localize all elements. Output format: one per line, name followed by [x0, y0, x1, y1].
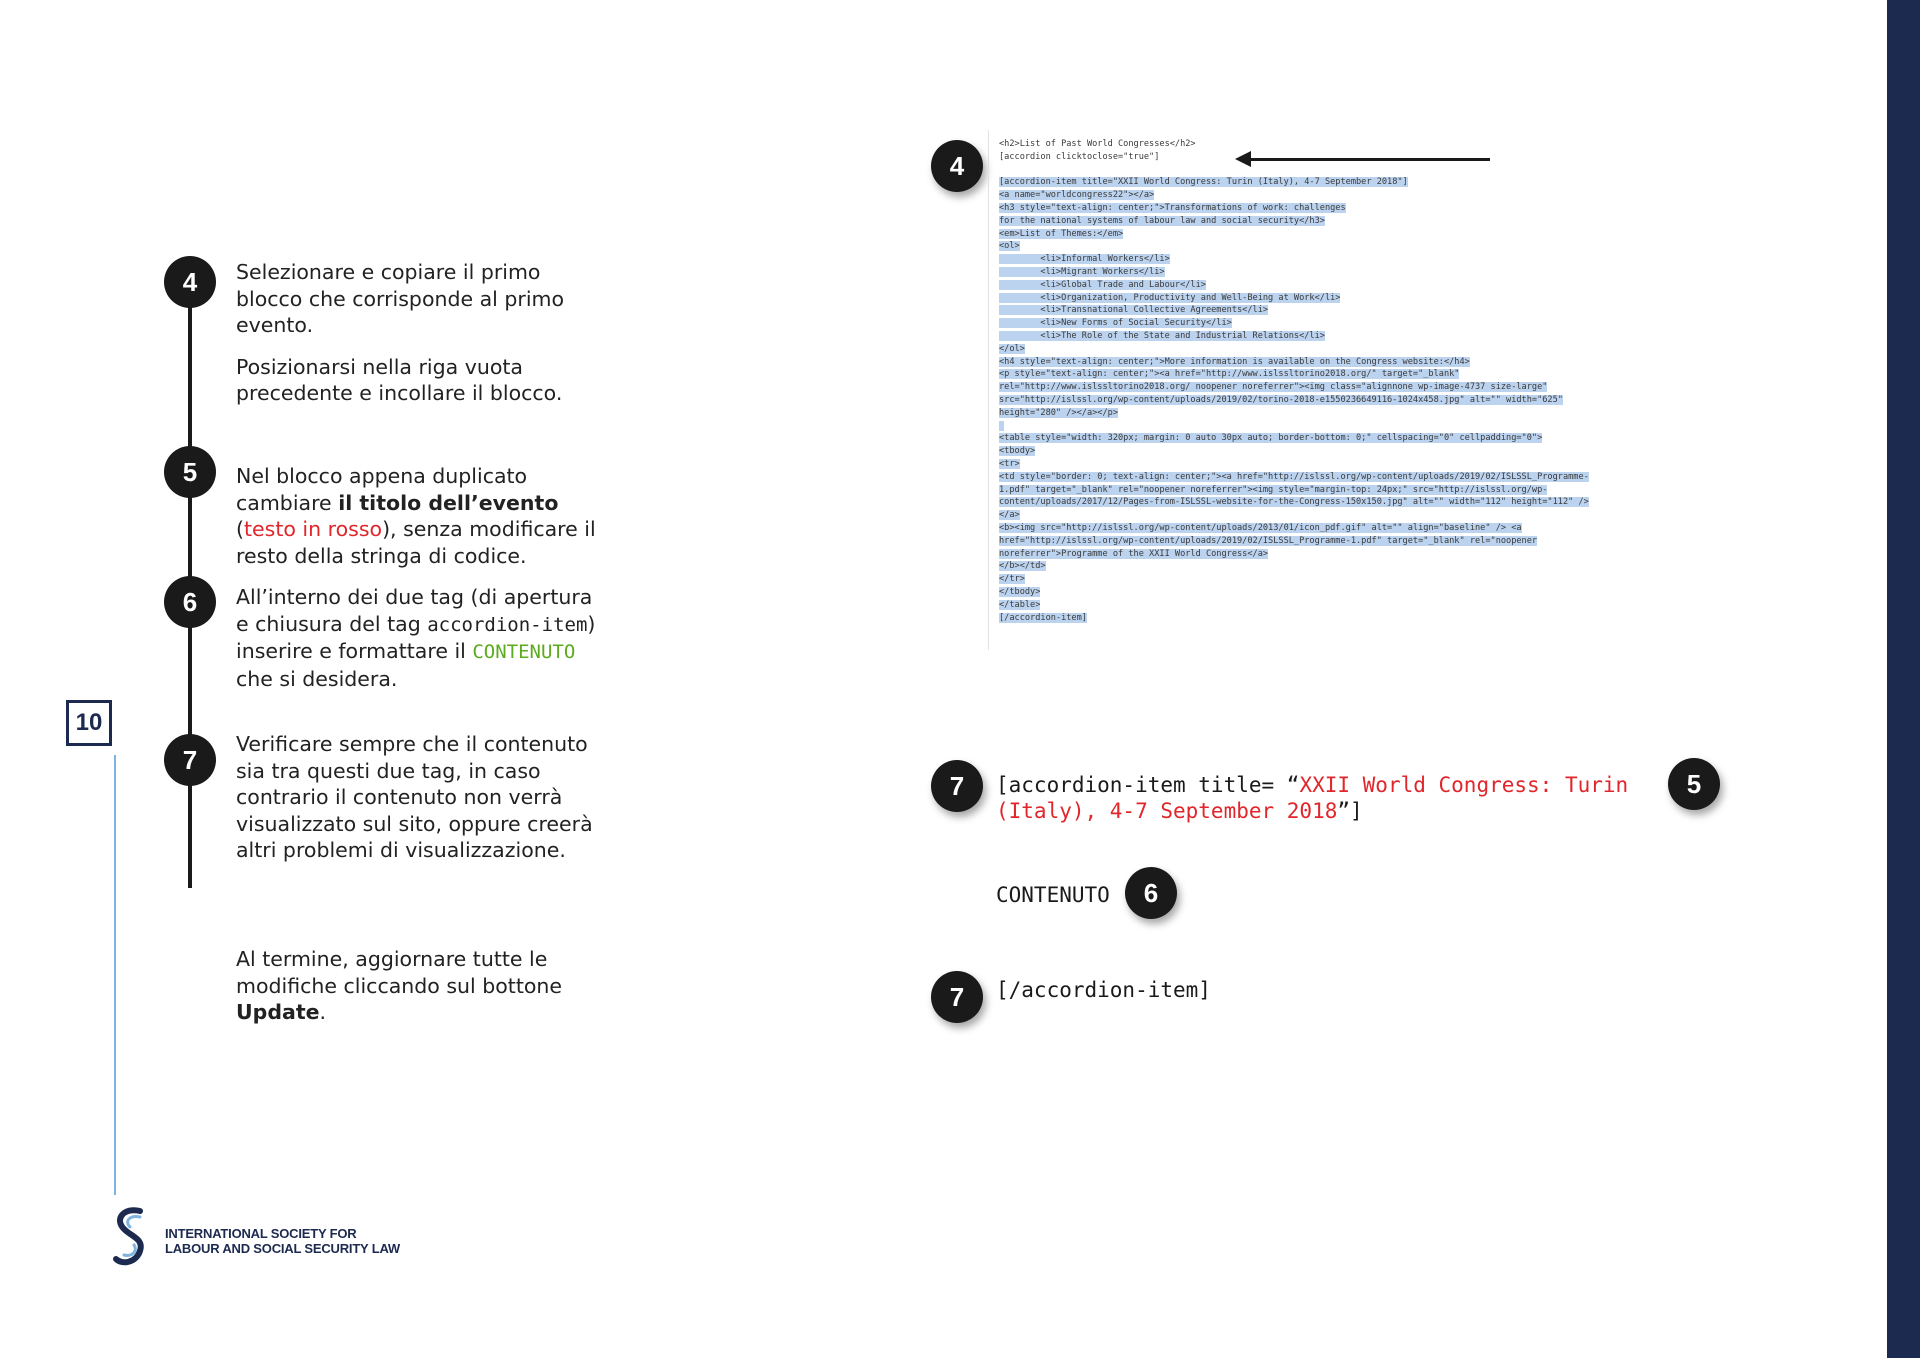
islssl-logo-icon: [110, 1205, 154, 1271]
code-line-text: <tbody>: [999, 446, 1036, 457]
code-line: [999, 176, 1408, 189]
code-line-text: <li>New Forms of Social Security</li>: [999, 318, 1232, 329]
code-line-text: <li>Transnational Collective Agreements</li>: [999, 305, 1269, 316]
code-line: [999, 599, 1040, 612]
code-line-text: rel="http://www.islssltorino2018.org/ noopener noreferrer"><img class="alignnone wp-image-4737 size-large": [999, 382, 1548, 393]
final-note: [236, 946, 606, 1026]
accordion-close-tag: [/accordion-item]: [996, 978, 1211, 1002]
code-line: [999, 343, 1025, 356]
code-line-text: [accordion-item title="XXII World Congress: Turin (Italy), 4-7 September 2018"]: [999, 177, 1408, 188]
arrow-head: [1235, 151, 1251, 167]
code-line-text: <h2>List of Past World Congresses</h2>: [999, 139, 1196, 149]
code-line: [999, 202, 1346, 215]
code-line-text: </ol>: [999, 343, 1025, 354]
step-7-paragraph: Verificare sempre che il contenuto sia tra questi due tag, in caso contrario il contenuto non verrà visualizzato sul sito, oppure creerà altri problemi di visualizzazione.: [236, 732, 593, 862]
code-line-text: <li>Migrant Workers</li>: [999, 267, 1165, 277]
code-screenshot: [988, 130, 1609, 650]
code-line-text: </b></td>: [999, 561, 1046, 572]
step-6-text-c: che si desidera.: [236, 666, 398, 691]
example-badge-7-open: 7: [931, 760, 983, 812]
step-6-green-text: CONTENUTO: [472, 641, 576, 663]
code-line: [999, 445, 1035, 458]
code-line: [999, 368, 1459, 381]
accordion-open-tag: [996, 772, 1628, 824]
code-line-text: [999, 165, 1004, 175]
code-line: [999, 420, 1004, 433]
step-6-text: [236, 584, 606, 692]
code-line: [999, 138, 1196, 151]
code-line: [999, 535, 1537, 548]
code-line-text: </table>: [999, 599, 1041, 610]
accordion-title-line-1: XXII World Congress: Turin: [1299, 773, 1629, 797]
step-4-paragraph-1: Selezionare e copiare il primo blocco che corrisponde al primo evento.: [236, 260, 565, 337]
code-line-text: src="http://islssl.org/wp-content/uploads/2019/02/torino-2018-e1550236649116-1024x458.jpg" alt="" width="625": [999, 395, 1563, 405]
accordion-open-prefix: [accordion-item title= “: [996, 773, 1300, 797]
step-6-text-b: ) inserire e formattare il: [236, 611, 596, 663]
example-badge-5: 5: [1668, 758, 1720, 810]
organization-logo-text: [165, 1227, 400, 1256]
logo-line-1: INTERNATIONAL SOCIETY FOR: [165, 1226, 357, 1241]
code-line: [999, 228, 1123, 241]
step-badge-4: 4: [164, 256, 216, 308]
code-line-text: <td style="border: 0; text-align: center;"><a href="http://islssl.org/wp-content/uploads/2019/02/ISLSSL_Programme-: [999, 471, 1589, 482]
step-5-text-a: Nel blocco appena duplicato cambiare: [236, 464, 528, 515]
code-line-text: <table style="width: 320px; margin: 0 auto 30px auto; border-bottom: 0;" cellspacing="0" cellpadding="0">: [999, 433, 1543, 444]
code-line-text: <em>List of Themes:</em>: [999, 228, 1124, 239]
code-line-text: <tr>: [999, 459, 1020, 469]
code-line: [999, 240, 1020, 253]
code-line: [999, 394, 1563, 407]
code-line-text: [999, 421, 1004, 431]
final-note-bold: Update: [236, 1000, 320, 1024]
code-line: [999, 471, 1589, 484]
content-placeholder: CONTENUTO: [996, 883, 1110, 907]
code-line-text: <h3 style="text-align: center;">Transformations of work: challenges: [999, 203, 1346, 213]
step-5-paren-open: (: [236, 517, 244, 541]
code-line: [999, 496, 1589, 509]
code-line: [999, 304, 1268, 317]
code-line-text: <li>Global Trade and Labour</li>: [999, 279, 1206, 290]
code-line: [999, 317, 1232, 330]
code-badge-4: 4: [931, 140, 983, 192]
code-line-text: height="280" /></a></p>: [999, 407, 1118, 418]
code-line-text: <p style="text-align: center;"><a href="http://www.islssltorino2018.org/" target="_blank": [999, 369, 1460, 380]
step-5-bold: il titolo dell’evento: [338, 490, 559, 515]
code-line: [999, 560, 1046, 573]
code-line-text: <li>Informal Workers</li>: [999, 254, 1170, 265]
accordion-title-line-2: (Italy), 4-7 September 2018: [996, 799, 1338, 823]
right-edge-bar: [1887, 0, 1920, 1358]
code-line-text: </a>: [999, 510, 1020, 521]
code-line-text: <li>Organization, Productivity and Well-Being at Work</li>: [999, 292, 1341, 303]
code-line: [999, 292, 1340, 305]
side-rule: [114, 755, 116, 1195]
code-line: [999, 189, 1154, 202]
final-note-text-a: Al termine, aggiornare tutte le modifiche cliccando sul bottone: [236, 947, 563, 998]
step-6-text-a: All’interno dei due tag (di apertura e chiusura del tag: [236, 585, 593, 636]
code-line: [999, 279, 1206, 292]
step-badge-7: 7: [164, 734, 216, 786]
code-line: [999, 151, 1159, 164]
code-line-text: <h4 style="text-align: center;">More information is available on the Congress website:</h4>: [999, 356, 1470, 367]
code-line: [999, 509, 1020, 522]
code-line: [999, 266, 1165, 279]
code-line-text: content/uploads/2017/12/Pages-from-ISLSSL-website-for-the-Congress-150x150.jpg" alt="" width="112" height="112" />: [999, 497, 1589, 508]
step-4-text: [236, 259, 606, 407]
pointer-arrow: [1250, 158, 1490, 161]
code-line: [999, 330, 1325, 343]
example-badge-7-close: 7: [931, 971, 983, 1023]
code-line: [999, 458, 1020, 471]
code-line: [999, 484, 1547, 497]
page-number: 10: [66, 700, 112, 746]
code-line: [999, 522, 1522, 535]
code-line: [999, 215, 1325, 228]
step-5-text: [236, 463, 606, 569]
step-5-red-text: testo in rosso: [244, 517, 383, 541]
code-line-text: [accordion clicktoclose="true"]: [999, 151, 1160, 162]
accordion-open-suffix: ”]: [1337, 799, 1363, 823]
step-7-text: [236, 731, 606, 864]
code-line-text: </tbody>: [999, 587, 1041, 597]
step-4-paragraph-2: Posizionarsi nella riga vuota precedente e incollare il blocco.: [236, 354, 563, 405]
code-line-text: </tr>: [999, 574, 1025, 585]
step-badge-5: 5: [164, 446, 216, 498]
code-line-text: <ol>: [999, 241, 1020, 252]
step-5-text-b: ), senza modificare il resto della stringa di codice.: [236, 517, 596, 568]
step-badge-6: 6: [164, 576, 216, 628]
code-line-text: [/accordion-item]: [999, 612, 1087, 623]
code-line: [999, 356, 1470, 369]
code-line: [999, 407, 1118, 420]
code-line-text: href="http://islssl.org/wp-content/uploads/2019/02/ISLSSL_Programme-1.pdf" target="_blank" rel="noopener: [999, 535, 1538, 546]
logo-line-2: LABOUR AND SOCIAL SECURITY LAW: [165, 1240, 400, 1256]
step-6-code: accordion-item: [427, 613, 588, 636]
code-line-text: <b><img src="http://islssl.org/wp-content/uploads/2013/01/icon_pdf.gif" alt="" align="baseline" /> <a: [999, 523, 1522, 533]
code-line: [999, 586, 1040, 599]
code-line-text: 1.pdf" target="_blank" rel="noopener noreferrer"><img style="margin-top: 24px;" src="http://islssl.org/wp-: [999, 484, 1548, 495]
final-note-text-b: .: [319, 1000, 327, 1024]
code-line: [999, 381, 1547, 394]
code-line: [999, 253, 1170, 266]
code-line-text: for the national systems of labour law and social security</h3>: [999, 215, 1325, 226]
code-line: [999, 164, 1004, 177]
example-badge-6: 6: [1125, 867, 1177, 919]
code-line: [999, 612, 1087, 625]
code-line-text: <li>The Role of the State and Industrial Relations</li>: [999, 331, 1325, 341]
code-line: [999, 432, 1542, 445]
code-line: [999, 573, 1025, 586]
code-line-text: noreferrer">Programme of the XXII World Congress</a>: [999, 548, 1269, 559]
code-line: [999, 548, 1268, 561]
code-line-text: <a name="worldcongress22"></a>: [999, 190, 1155, 201]
